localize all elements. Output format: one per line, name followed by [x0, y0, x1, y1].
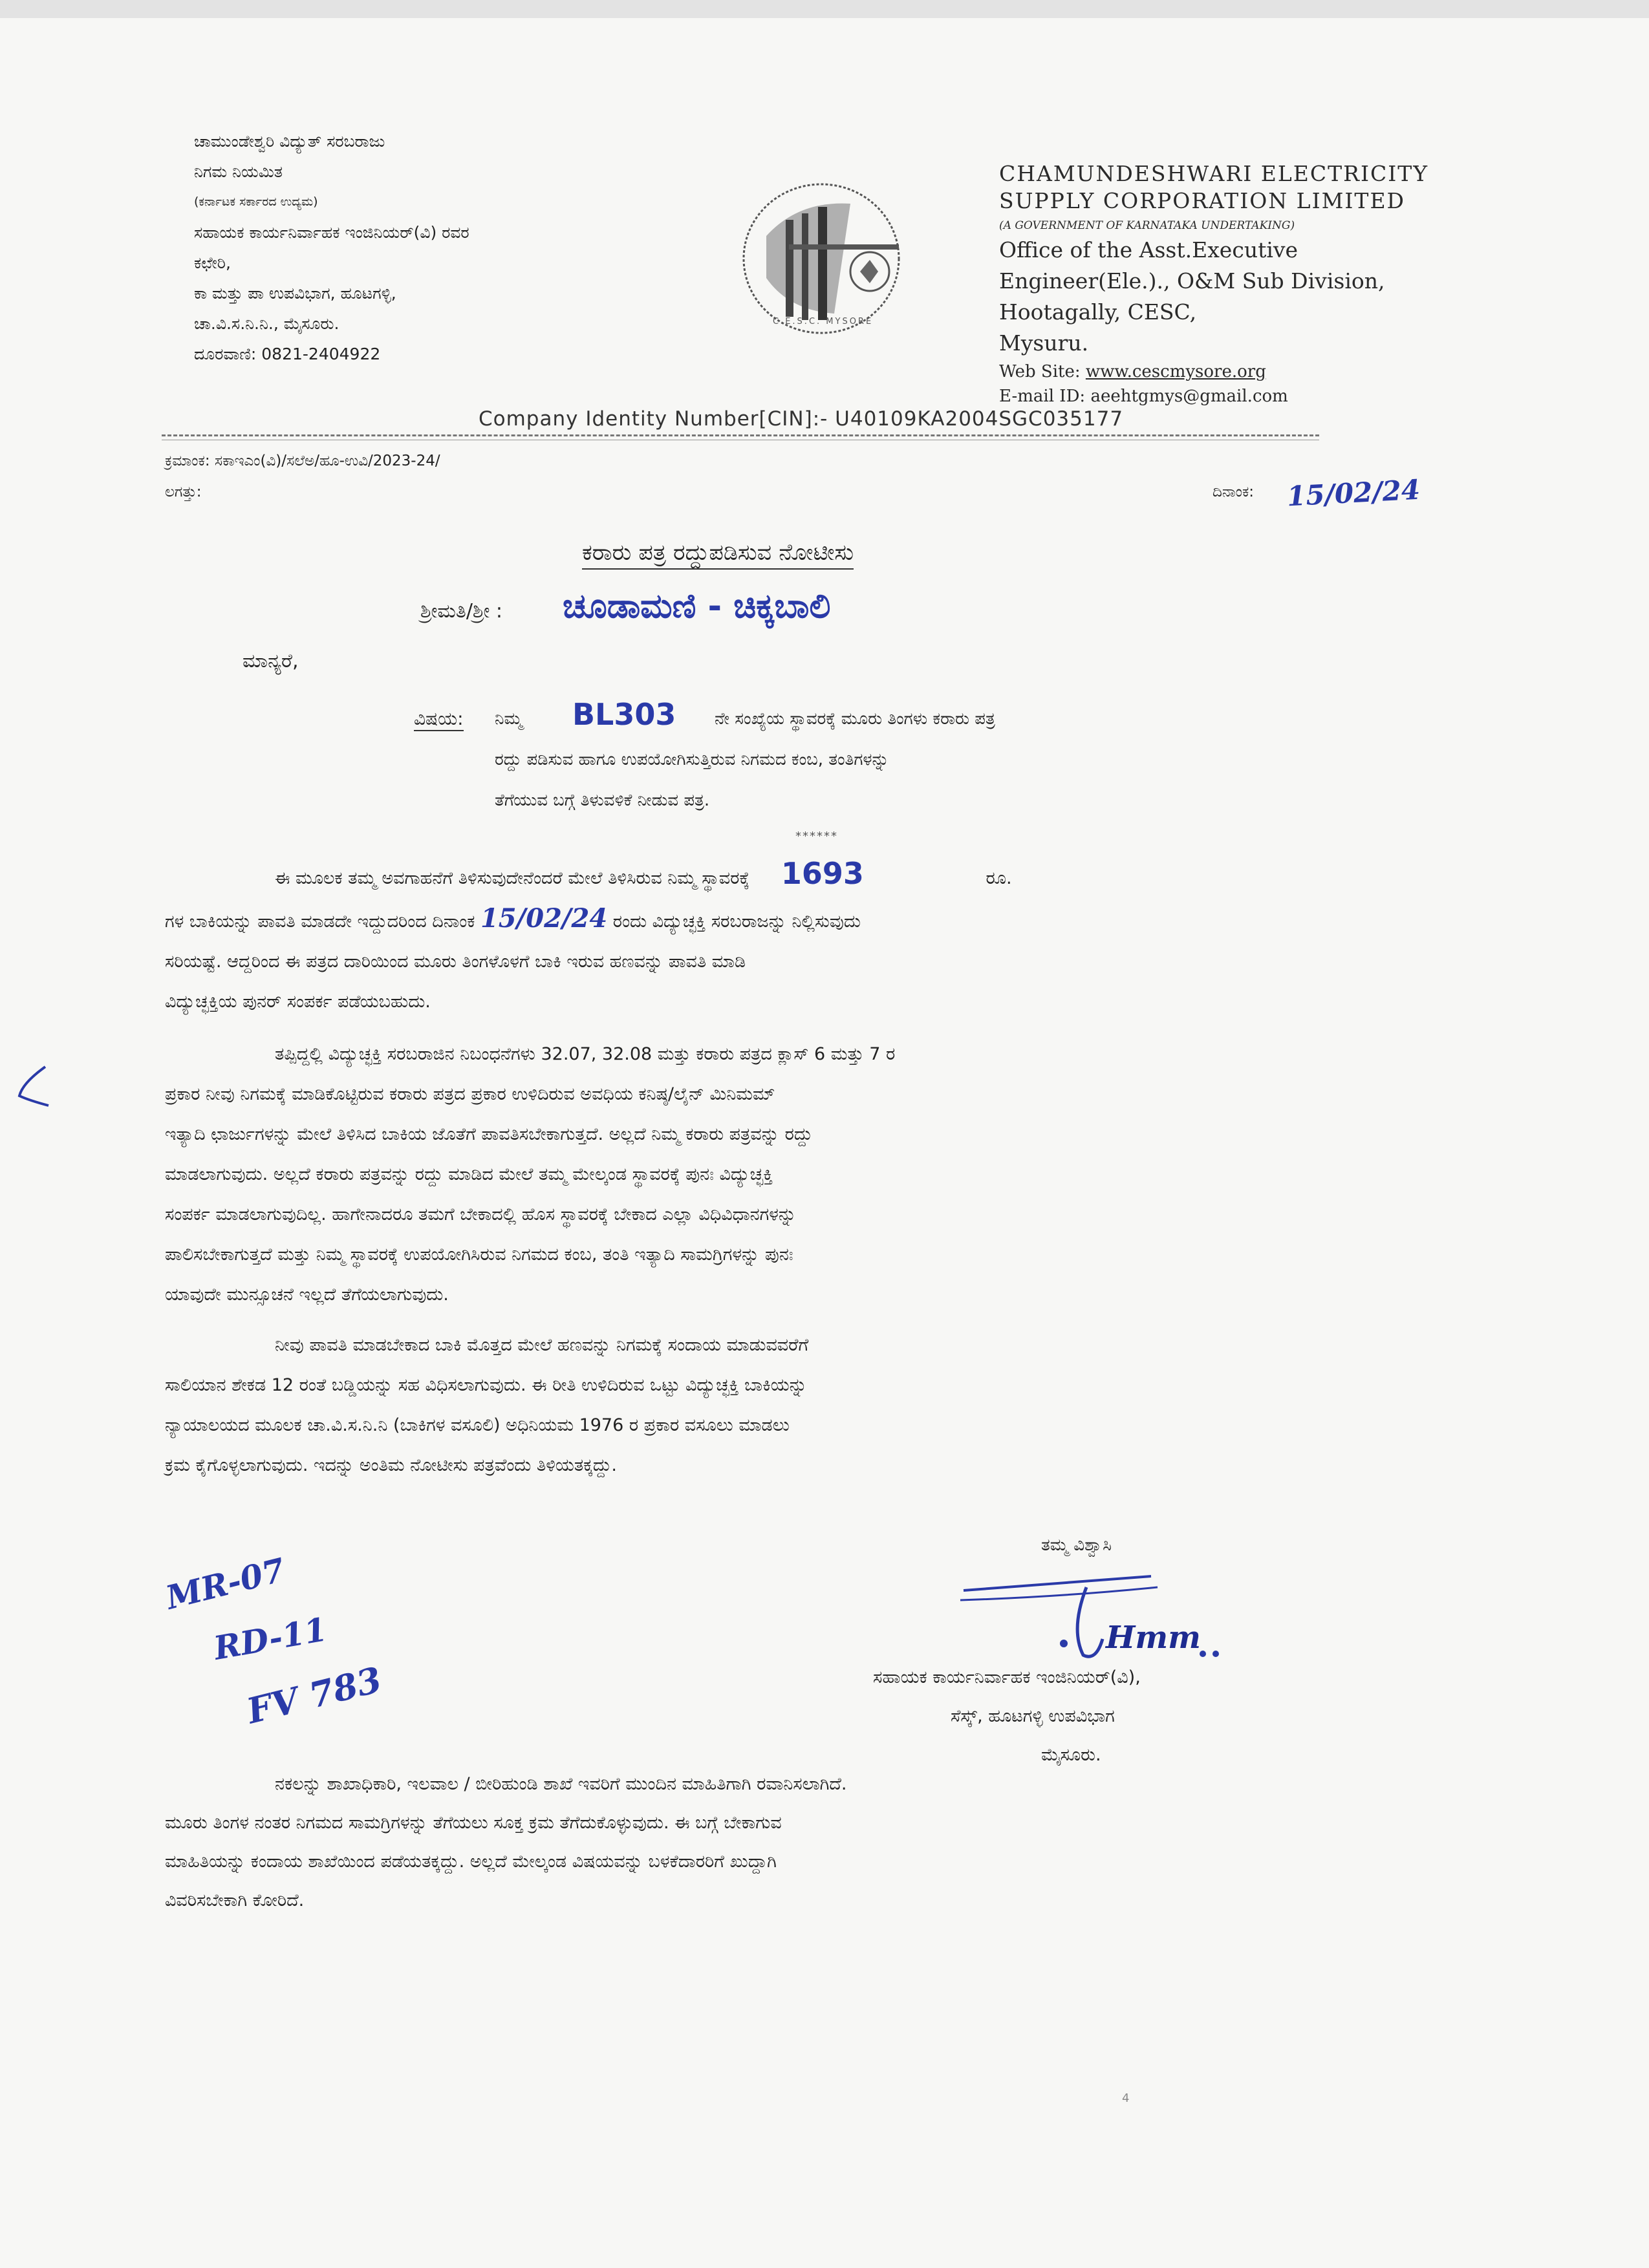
header-kn-line: (ಕರ್ನಾಟಕ ಸರ್ಕಾರದ ಉದ್ಯಮ) [194, 195, 318, 209]
handwritten-note-2: RD-11 [211, 1610, 330, 1667]
header-divider [162, 434, 1319, 436]
subject-prefix: ನಿಮ್ಮ [495, 709, 523, 729]
subject-line-3: ತೆಗೆಯುವ ಬಗ್ಗೆ ತಿಳುವಳಿಕೆ ನೀಡುವ ಪತ್ರ. [495, 791, 710, 810]
salutation: ಮಾನ್ಯರೆ, [242, 650, 299, 672]
copy-to-paragraph [165, 1765, 1445, 1920]
recipient-name-handwritten: ಚೂಡಾಮಣಿ - ಚಿಕ್ಕಬಾಲಿ [563, 587, 831, 626]
signatory-line-1: ಸಹಾಯಕ ಕಾರ್ಯನಿರ್ವಾಹಕ ಇಂಜಿನಿಯರ್(ವಿ), [873, 1667, 1141, 1687]
date-label: ದಿನಾಂಕ: [1212, 484, 1255, 500]
p1-line3: ಸರಿಯಷ್ಟೆ. ಆದ್ದರಿಂದ ಈ ಪತ್ರದ ದಾರಿಯಿಂದ ಮೂರು ತಿಂಗಳೊಳಗೆ ಬಾಕಿ ಇರುವ ಹಣವನ್ನು ಪಾವತಿ ಮಾಡಿ [165, 952, 746, 972]
yours-faithfully: ತಮ್ಮ ವಿಶ್ವಾಸಿ [1041, 1535, 1112, 1555]
company-name-line2: SUPPLY CORPORATION LIMITED [999, 188, 1405, 213]
govt-undertaking: (A GOVERNMENT OF KARNATAKA UNDERTAKING) [999, 219, 1295, 232]
cesc-logo [737, 175, 905, 343]
p3-line: ಕ್ರಮ ಕೈಗೊಳ್ಳಲಾಗುವುದು. ಇದನ್ನು ಅಂತಿಮ ನೋಟೀಸು ಪತ್ರವೆಂದು ತಿಳಿಯತಕ್ಕದ್ದು. [165, 1455, 617, 1475]
copy-line: ಮೂರು ತಿಂಗಳ ನಂತರ ನಿಗಮದ ಸಾಮಗ್ರಿಗಳನ್ನು ತೆಗೆಯಲು ಸೂಕ್ತ ಕ್ರಮ ತೆಗೆದುಕೊಳ್ಳುವುದು. ಈ ಬಗ್ಗೆ ಬೇಕಾಗುವ [165, 1813, 782, 1833]
p2-line: ತಪ್ಪಿದ್ದಲ್ಲಿ ವಿದ್ಯುಚ್ಛಕ್ತಿ ಸರಬರಾಜಿನ ನಿಬಂಧನೆಗಳು 32.07, 32.08 ಮತ್ತು ಕರಾರು ಪತ್ರದ ಕ್ಲಾಸ್ 6 ಮತ್ತು 7 ರ [275, 1044, 896, 1064]
p1-line1-b: ರೂ. [986, 868, 1012, 888]
header-kn-line: ನಿಗಮ ನಿಯಮಿತ [194, 162, 283, 181]
stars-separator: ****** [795, 829, 838, 843]
reference-number: ಕ್ರಮಾಂಕ: ಸಕಾಇಎಂ(ವಿ)/ಸಲೆಅ/ಹೂ-ಉವಿ/2023-24/ [165, 453, 440, 469]
p2-line: ಪಾಲಿಸಬೇಕಾಗುತ್ತದೆ ಮತ್ತು ನಿಮ್ಮ ಸ್ಥಾವರಕ್ಕೆ ಉಪಯೋಗಿಸಿರುವ ನಿಗಮದ ಕಂಬ, ತಂತಿ ಇತ್ಯಾದಿ ಸಾಮಗ್ರಿಗಳನ್ನು ಪುನಃ [165, 1245, 793, 1265]
subject-line-1: ನೇ ಸಂಖ್ಯೆಯ ಸ್ಥಾವರಕ್ಕೆ ಮೂರು ತಿಂಗಳು ಕರಾರು ಪತ್ರ [715, 709, 995, 729]
subject-account-handwritten: BL303 [572, 697, 676, 732]
paragraph-1 [165, 853, 1445, 1022]
website-row [999, 359, 1428, 385]
p1-line2-a: ಗಳ ಬಾಕಿಯನ್ನು ಪಾವತಿ ಮಾಡದೇ ಇದ್ದುದರಿಂದ ದಿನಾಂಕ [165, 912, 475, 932]
p1-amount-handwritten: 1693 [781, 856, 864, 891]
handwritten-note-3: FV 783 [242, 1658, 386, 1732]
email-address: aeehtgmys@gmail.com [1090, 387, 1288, 406]
header-kn-line: ಚಾ.ವಿ.ಸ.ನಿ.ನಿ., ಮೈಸೂರು. [194, 314, 339, 333]
header-kannada [194, 126, 469, 369]
signature-text: Hmm [1106, 1620, 1201, 1656]
p2-line: ಯಾವುದೇ ಮುನ್ಸೂಚನೆ ಇಲ್ಲದೆ ತೆಗೆಯಲಾಗುವುದು. [165, 1285, 449, 1305]
signatory-title [873, 1658, 1141, 1775]
subject-line-2: ರದ್ದು ಪಡಿಸುವ ಹಾಗೂ ಉಪಯೋಗಿಸುತ್ತಿರುವ ನಿಗಮದ ಕಂಬ, ತಂತಿಗಳನ್ನು [495, 750, 889, 769]
email-label: E-mail ID: [999, 387, 1086, 406]
p1-line1-a: ಈ ಮೂಲಕ ತಮ್ಮ ಅವಗಾಹನೆಗೆ ತಿಳಿಸುವುದೇನೆಂದರೆ ಮೇಲೆ ತಿಳಿಸಿರುವ ನಿಮ್ಮ ಸ್ಥಾವರಕ್ಕೆ [275, 868, 750, 888]
header-kn-line: ಕಛೇರಿ, [194, 253, 231, 272]
copy-line: ಮಾಹಿತಿಯನ್ನು ಕಂದಾಯ ಶಾಖೆಯಿಂದ ಪಡೆಯತಕ್ಕದ್ದು. ಅಲ್ಲದೆ ಮೇಲ್ಕಂಡ ವಿಷಯವನ್ನು ಬಳಕೆದಾರರಿಗೆ ಖುದ್ದಾಗಿ [165, 1852, 777, 1872]
subject-label: ವಿಷಯ: [414, 708, 464, 731]
notice-title: ಕರಾರು ಪತ್ರ ರದ್ದುಪಡಿಸುವ ನೋಟೀಸು [582, 540, 854, 570]
header-kn-line: ಸಹಾಯಕ ಕಾರ್ಯನಿರ್ವಾಹಕ ಇಂಜಿನಿಯರ್(ವಿ) ರವರ [194, 223, 469, 242]
handwritten-note-1: MR-07 [162, 1550, 289, 1617]
office-line1: Office of the Asst.Executive [999, 237, 1299, 262]
email-row [999, 385, 1428, 408]
office-line4: Mysuru. [999, 330, 1089, 356]
website-link[interactable]: www.cescmysore.org [1085, 362, 1266, 381]
copy-line: ನಕಲನ್ನು ಶಾಖಾಧಿಕಾರಿ, ಇಲವಾಲ / ಬೀರಿಹುಂಡಿ ಶಾಖೆ ಇವರಿಗೆ ಮುಂದಿನ ಮಾಹಿತಿಗಾಗಿ ರವಾನಿಸಲಾಗಿದೆ. [275, 1774, 847, 1794]
p2-line: ಪ್ರಕಾರ ನೀವು ನಿಗಮಕ್ಕೆ ಮಾಡಿಕೊಟ್ಟಿರುವ ಕರಾರು ಪತ್ರದ ಪ್ರಕಾರ ಉಳಿದಿರುವ ಅವಧಿಯ ಕನಿಷ್ಠ/ಲೈನ್ ಮಿನಿಮಮ್ [165, 1084, 775, 1104]
copy-line: ವಿವರಿಸಬೇಕಾಗಿ ಕೋರಿದೆ. [165, 1890, 305, 1910]
header-english [999, 158, 1428, 408]
paragraph-3 [165, 1325, 1445, 1486]
signatory-line-2: ಸೆಸ್ಕ್, ಹೂಟಗಳ್ಳಿ ಉಪವಿಭಾಗ [951, 1706, 1115, 1726]
footer-mark: 4 [1122, 2091, 1130, 2105]
logo-caption: C.E.S.C. MYSORE [773, 317, 874, 326]
margin-pen-mark [10, 1060, 55, 1118]
paragraph-2 [165, 1034, 1445, 1315]
header-kn-line: ದೂರವಾಣಿ: 0821-2404922 [194, 345, 381, 363]
date-handwritten: 15/02/24 [1286, 473, 1421, 513]
p1-date-handwritten: 15/02/24 [480, 903, 608, 934]
p2-line: ಮಾಡಲಾಗುವುದು. ಅಲ್ಲದೆ ಕರಾರು ಪತ್ರವನ್ನು ರದ್ದು ಮಾಡಿದ ಮೇಲೆ ತಮ್ಮ ಮೇಲ್ಕಂಡ ಸ್ಥಾವರಕ್ಕೆ ಪುನಃ ವಿದ್ಯುಚ್ಛಕ್ತಿ [165, 1164, 773, 1184]
office-line3: Hootagally, CESC, [999, 299, 1197, 325]
p1-line2-b: ರಂದು ವಿದ್ಯುಚ್ಛಕ್ತಿ ಸರಬರಾಜನ್ನು ನಿಲ್ಲಿಸುವುದು [612, 912, 861, 932]
scan-edge [0, 0, 1649, 18]
header-kn-line: ಕಾ ಮತ್ತು ಪಾ ಉಪವಿಭಾಗ, ಹೂಟಗಳ್ಳಿ, [194, 284, 396, 303]
company-cin: Company Identity Number[CIN]:- U40109KA2004SGC035177 [479, 407, 1124, 431]
company-name-line1: CHAMUNDESHWARI ELECTRICITY [999, 161, 1429, 186]
p3-line: ನ್ಯಾಯಾಲಯದ ಮೂಲಕ ಚಾ.ವಿ.ಸ.ನಿ.ನಿ (ಬಾಕಿಗಳ ವಸೂಲಿ) ಅಧಿನಿಯಮ 1976 ರ ಪ್ರಕಾರ ವಸೂಲು ಮಾಡಲು [165, 1415, 790, 1435]
header-kn-line: ಚಾಮುಂಡೇಶ್ವರಿ ವಿದ್ಯುತ್ ಸರಬರಾಜು [194, 132, 385, 151]
enclosure-label: ಲಗತ್ತು: [165, 484, 202, 500]
p2-line: ಇತ್ಯಾದಿ ಛಾರ್ಜುಗಳನ್ನು ಮೇಲೆ ತಿಳಿಸಿದ ಬಾಕಿಯ ಜೊತೆಗೆ ಪಾವತಿಸಬೇಕಾಗುತ್ತದೆ. ಅಲ್ಲದೆ ನಿಮ್ಮ ಕರಾರು ಪತ್ರವನ್ನು ರದ್ದು [165, 1124, 813, 1144]
office-line2: Engineer(Ele.)., O&M Sub Division, [999, 268, 1385, 294]
p2-line: ಸಂಪರ್ಕ ಮಾಡಲಾಗುವುದಿಲ್ಲ. ಹಾಗೇನಾದರೂ ತಮಗೆ ಬೇಕಾದಲ್ಲಿ ಹೊಸ ಸ್ಥಾವರಕ್ಕೆ ಬೇಕಾದ ಎಲ್ಲಾ ವಿಧಿವಿಧಾನಗಳನ್ನು [165, 1204, 797, 1225]
website-label: Web Site: [999, 362, 1081, 381]
p3-line: ಸಾಲಿಯಾನ ಶೇಕಡ 12 ರಂತೆ ಬಡ್ಡಿಯನ್ನು ಸಹ ವಿಧಿಸಲಾಗುವುದು. ಈ ರೀತಿ ಉಳಿದಿರುವ ಒಟ್ಟು ವಿದ್ಯುಚ್ಛಕ್ತಿ ಬಾಕಿಯನ್ನು [165, 1375, 807, 1395]
signatory-line-3: ಮೈಸೂರು. [1041, 1745, 1101, 1765]
p1-line4: ವಿದ್ಯುಚ್ಛಕ್ತಿಯ ಪುನರ್ ಸಂಪರ್ಕ ಪಡೆಯಬಹುದು. [165, 992, 431, 1012]
p3-line: ನೀವು ಪಾವತಿ ಮಾಡಬೇಕಾದ ಬಾಕಿ ಮೊತ್ತದ ಮೇಲೆ ಹಣವನ್ನು ನಿಗಮಕ್ಕೆ ಸಂದಾಯ ಮಾಡುವವರೆಗೆ [275, 1335, 809, 1355]
recipient-label: ಶ್ರೀಮತಿ/ಶ್ರೀ : [420, 600, 502, 623]
